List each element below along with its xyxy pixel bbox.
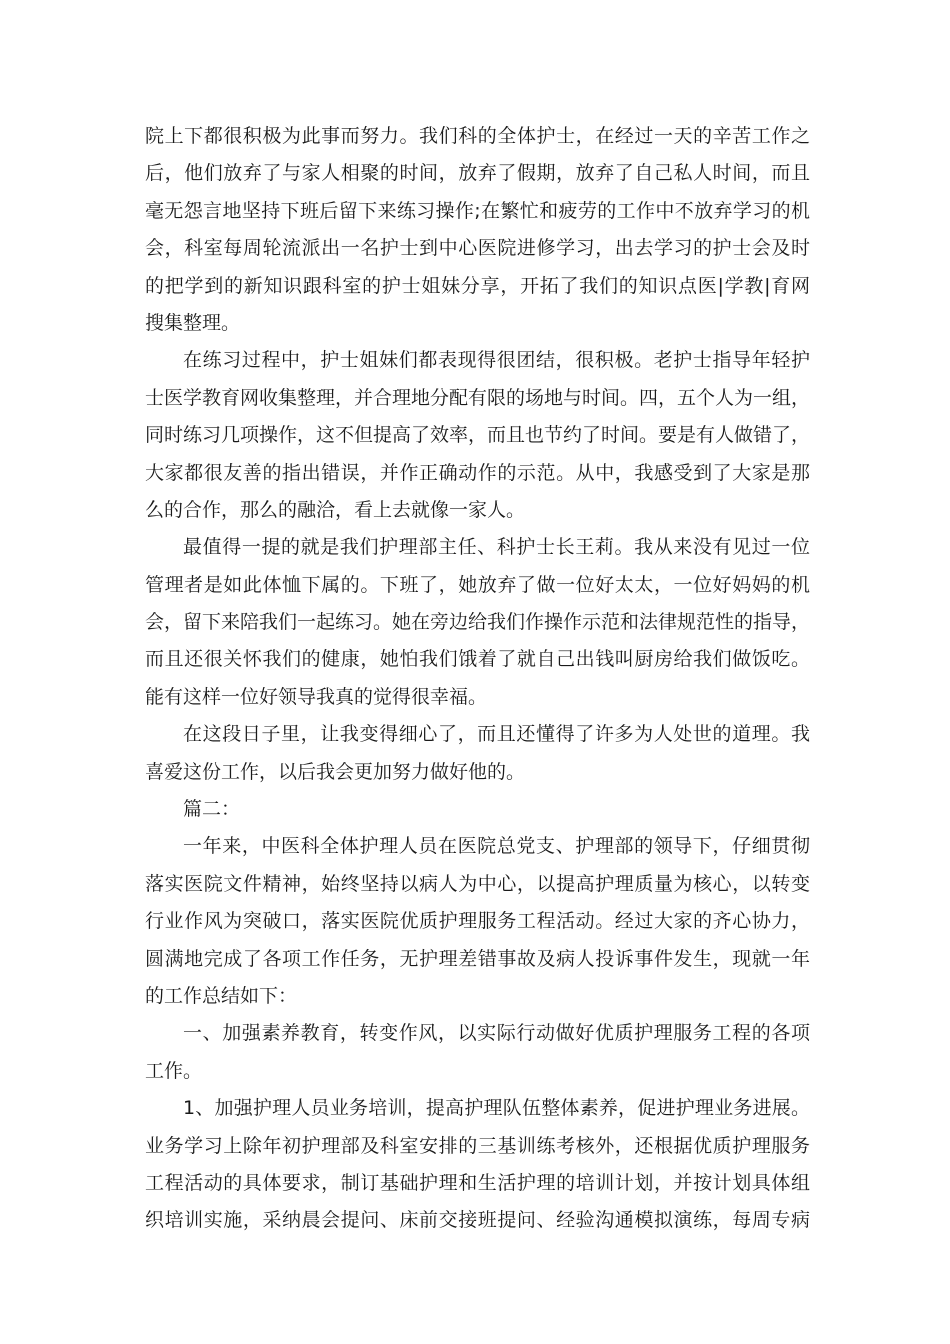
document-body <box>145 118 810 1240</box>
text-line: 士医学教育网收集整理，并合理地分配有限的场地与时间。四，五个人为一组， <box>145 386 811 409</box>
text-line: 圆满地完成了各项工作任务，无护理差错事故及病人投诉事件发生，现就一年 <box>145 947 810 970</box>
text-line: 落实医院文件精神，始终坚持以病人为中心，以提高护理质量为核心，以转变 <box>145 872 810 895</box>
text-line: 院上下都很积极为此事而努力。我们科的全体护士，在经过一天的辛苦工作之 <box>145 125 810 147</box>
text-line: 而且还很关怀我们的健康，她怕我们饿着了就自己出钱叫厨房给我们做饭吃。 <box>145 648 810 671</box>
text-line: 工作。 <box>145 1059 203 1082</box>
text-line: 喜爱这份工作，以后我会更加努力做好他的。 <box>145 760 526 783</box>
text-line: 一、加强素养教育，转变作风，以实际行动做好优质护理服务工程的各项 <box>183 1022 810 1045</box>
text-line: 在这段日子里，让我变得细心了，而且还懂得了许多为人处世的道理。我 <box>183 723 810 746</box>
text-line: 会，科室每周轮流派出一名护士到中心医院进修学习，出去学习的护士会及时 <box>145 237 810 260</box>
text-line: 能有这样一位好领导我真的觉得很幸福。 <box>145 685 488 708</box>
text-line: 的工作总结如下： <box>145 984 298 1007</box>
text-line: 业务学习上除年初护理部及科室安排的三基训练考核外，还根据优质护理服务 <box>145 1134 810 1157</box>
text-line: 大家都很友善的指出错误，并作正确动作的示范。从中，我感受到了大家是那 <box>145 461 810 484</box>
text-line: 织培训实施，采纳晨会提问、床前交接班提问、经验沟通模拟演练，每周专病 <box>145 1209 810 1232</box>
text-line: 会，留下来陪我们一起练习。她在旁边给我们作操作示范和法律规范性的指导， <box>145 611 811 634</box>
text-line: 么的合作，那么的融洽，看上去就像一家人。 <box>145 498 526 521</box>
text-line: 后，他们放弃了与家人相聚的时间，放弃了假期，放弃了自己私人时间，而且 <box>145 162 810 185</box>
text-line: 最值得一提的就是我们护理部主任、科护士长王莉。我从来没有见过一位 <box>183 536 810 559</box>
text-line: 搜集整理。 <box>145 311 241 334</box>
text-line: 1、加强护理人员业务培训，提高护理队伍整体素养，促进护理业务进展。 <box>183 1097 810 1120</box>
text-line: 在练习过程中，护士姐妹们都表现得很团结，很积极。老护士指导年轻护 <box>183 349 810 372</box>
text-line: 一年来，中医科全体护理人员在医院总党支、护理部的领导下，仔细贯彻 <box>183 835 810 858</box>
text-line: 同时练习几项操作，这不但提高了效率，而且也节约了时间。要是有人做错了， <box>145 424 811 447</box>
text-line: 管理者是如此体恤下属的。下班了，她放弃了做一位好太太，一位好妈妈的机 <box>145 573 810 596</box>
text-line: 毫无怨言地坚持下班后留下来练习操作;在繁忙和疲劳的工作中不放弃学习的机 <box>145 199 810 222</box>
text-line: 行业作风为突破口，落实医院优质护理服务工程活动。经过大家的齐心协力， <box>145 910 810 933</box>
text-line: 的把学到的新知识跟科室的护士姐妹分享，开拓了我们的知识点医|学教|育网 <box>145 274 810 297</box>
text-line: 篇二： <box>183 798 241 821</box>
text-line: 工程活动的具体要求，制订基础护理和生活护理的培训计划，并按计划具体组 <box>145 1171 810 1194</box>
